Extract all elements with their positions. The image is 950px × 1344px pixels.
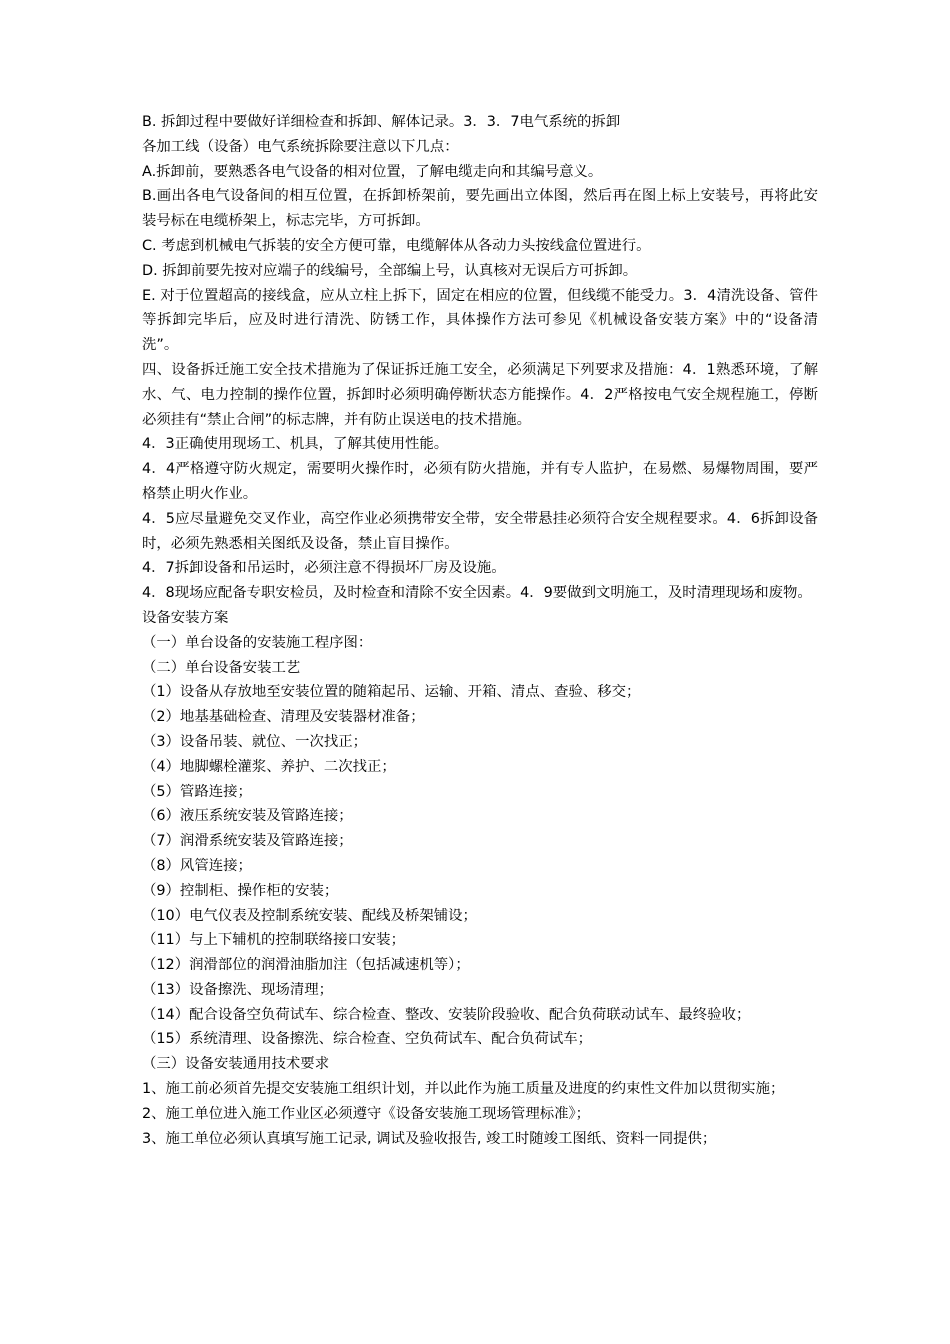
paragraph: 4．7拆卸设备和吊运时，必须注意不得损坏厂房及设施。	[142, 560, 506, 577]
document-body	[142, 110, 818, 1151]
list-item: （15）系统清理、设备擦洗、综合检查、空负荷试车、配合负荷试车；	[142, 1031, 593, 1048]
list-item: （1）设备从存放地至安装位置的随箱起吊、运输、开箱、清点、查验、移交；	[142, 684, 641, 701]
list-item: （5）管路连接；	[142, 783, 252, 800]
requirement-item: 2、施工单位进入施工作业区必须遵守《设备安装施工现场管理标准》；	[142, 1105, 591, 1122]
paragraph: B. 拆卸过程中要做好详细检查和拆卸、解体记录。3．3．7电气系统的拆卸	[142, 114, 621, 130]
section-heading: 设备安装方案	[142, 609, 229, 626]
paragraph: 4．8现场应配备专职安检员，及时检查和清除不安全因素。4．9要做到文明施工，及时清理现场和废物。	[142, 585, 812, 602]
list-item: （3）设备吊装、就位、一次找正；	[142, 733, 368, 750]
list-item: （三）设备安装通用技术要求	[142, 1056, 330, 1073]
list-item: （4）地脚螺栓灌浆、养护、二次找正；	[142, 758, 396, 775]
paragraph: C. 考虑到机械电气拆装的安全方便可靠，电缆解体从各动力头按线盒位置进行。	[142, 237, 651, 254]
requirement-item: 1、施工前必须首先提交安装施工组织计划，并以此作为施工质量及进度的约束性文件加以贯彻实施；	[142, 1081, 785, 1098]
list-item: （一）单台设备的安装施工程序图：	[142, 634, 373, 651]
list-item: （2）地基基础检查、清理及安装器材准备；	[142, 709, 425, 726]
requirement-item: 3、施工单位必须认真填写施工记录, 调试及验收报告, 竣工时随竣工图纸、资料一同提供；	[142, 1130, 717, 1147]
paragraph: A.拆卸前，要熟悉各电气设备的相对位置，了解电缆走向和其编号意义。	[142, 163, 603, 180]
paragraph: 四、设备拆迁施工安全技术措施为了保证拆迁施工安全，必须满足下列要求及措施：4．1熟悉环境，了解水、气、电力控制的操作位置，拆卸时必须明确停断状态方能操作。4．2严格按电气安全规程施工，停断必须挂有“禁止合闸”的标志牌，并有防止误送电的技术措施。	[142, 361, 818, 428]
paragraph: D. 拆卸前要先按对应端子的线编号，全部编上号，认真核对无误后方可拆卸。	[142, 262, 638, 279]
paragraph: 4．4严格遵守防火规定，需要明火操作时，必须有防火措施，并有专人监护，在易燃、易爆物周围，要严格禁止明火作业。	[142, 461, 818, 502]
paragraph: 4．3正确使用现场工、机具，了解其使用性能。	[142, 436, 449, 453]
list-item: （10）电气仪表及控制系统安装、配线及桥架铺设；	[142, 907, 477, 924]
list-item: （11）与上下辅机的控制联络接口安装；	[142, 932, 405, 949]
list-item: （12）润滑部位的润滑油脂加注（包括减速机等）；	[142, 957, 470, 974]
paragraph: 4．5应尽量避免交叉作业，高空作业必须携带安全带，安全带悬挂必须符合安全规程要求。4．6拆卸设备时，必须先熟悉相关图纸及设备，禁止盲目操作。	[142, 510, 818, 552]
paragraph: E. 对于位置超高的接线盒，应从立柱上拆下，固定在相应的位置，但线缆不能受力。3．4清洗设备、管件等拆卸完毕后，应及时进行清洗、防锈工作，具体操作方法可参见《机械设备安装方案》中的“设备清洗”。	[142, 287, 818, 354]
list-item: （8）风管连接；	[142, 857, 252, 874]
list-item: （二）单台设备安装工艺	[142, 659, 301, 676]
list-item: （6）液压系统安装及管路连接；	[142, 808, 353, 825]
paragraph: 各加工线（设备）电气系统拆除要注意以下几点：	[142, 138, 459, 155]
paragraph: B.画出各电气设备间的相互位置，在拆卸桥架前，要先画出立体图，然后再在图上标上安装号，再将此安装号标在电缆桥架上，标志完毕，方可拆卸。	[142, 188, 818, 230]
list-item: （7）润滑系统安装及管路连接；	[142, 833, 353, 850]
list-item: （9）控制柜、操作柜的安装；	[142, 882, 339, 899]
list-item: （13）设备擦洗、现场清理；	[142, 981, 333, 998]
list-item: （14）配合设备空负荷试车、综合检查、整改、安装阶段验收、配合负荷联动试车、最终验收；	[142, 1006, 751, 1023]
